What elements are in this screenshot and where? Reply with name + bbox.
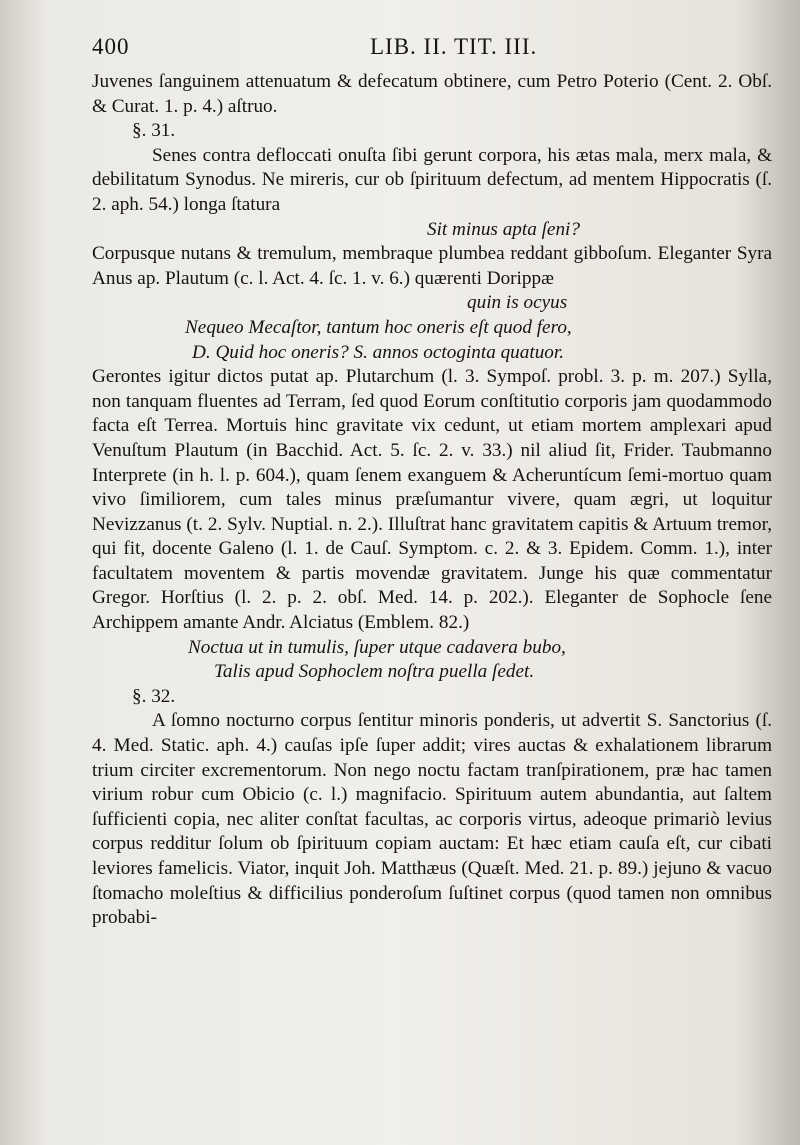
verse-quote: Noctua ut in tumulis, ſuper utque cadavera bubo, xyxy=(188,636,566,658)
verse-quote: Nequeo Mecaſtor, tantum hoc oneris eſt quod fero, xyxy=(185,316,572,338)
paragraph: Juvenes ſanguinem attenuatum & defecatum obtinere, cum Petro Poterio (Cent. 2. Obſ. & Curat. 1. p. 4.) aſtruo. xyxy=(92,71,772,117)
verse-quote: Talis apud Sophoclem noſtra puella ſedet. xyxy=(214,661,535,683)
section-heading-31: §. 31. xyxy=(132,120,176,142)
body-text xyxy=(92,70,772,931)
page-number: 400 xyxy=(92,34,130,59)
paragraph: A ſomno nocturno corpus ſentitur minoris ponderis, ut advertit S. Sanctorius (ſ. 4. Med. Static. aph. 4.) cauſas ipſe ſuper addit; vires auctas & exhalationem librarum trium circiter excrementorum. Non nego noctu factam tranſpirationem, præ hac tamen virium robur cum Obicio (c. l.) magnifacio. Spirituum autem abundantia, aut ſaltem ſufficienti copia, nec aliter conſtat facultas, ac corporis virtus, adeoque primariò levius corpus redditur ſolum ob ſpirituum copiam auctam: Et hæc etiam cauſa eſt, cur cibati leviores famelicis. Viator, inquit Joh. Matthæus (Quæſt. Med. 21. p. 89.) jejuno & vacuo ſtomacho moleſtius & difficilius ponderoſum ſuſtinet corpus (quod tamen non omnibus probabi- xyxy=(92,710,772,929)
verse-quote: Sit minus apta ſeni? xyxy=(427,218,580,240)
paragraph: Senes contra defloccati onuſta ſibi gerunt corpora, his ætas mala, merx mala, & debilitatum Synodus. Ne mireris, cur ob ſpirituum defectum, ad mentem Hippocratis (ſ. 2. aph. 54.) longa ſtatura xyxy=(92,144,772,215)
section-heading-32: §. 32. xyxy=(132,685,176,707)
page-header xyxy=(92,34,760,66)
paragraph: Gerontes igitur dictos putat ap. Plutarchum (l. 3. Sympoſ. probl. 3. p. m. 207.) Sylla, non tanquam fluentes ad Terram, ſed quod Eorum conſtitutio corporis jam quodammodo facta eſt Terrea. Mortuis hinc gravitate vix cedunt, ut etiam mortem amplexari apud Venuſtum Plautum (in Bacchid. Act. 5. ſc. 2. v. 33.) nil aliud ſit, Frider. Taubmanno Interprete (in h. l. p. 604.), quam ſenem exanguem & Acheruntícum ſemi-mortuo quam vivo ſimiliorem, cum tales minus præſumantur vivere, quam ægri, ut loquitur Nevizzanus (t. 2. Sylv. Nuptial. n. 2.). Illuſtrat hanc gravitatem capitis & Artuum tremor, qui fit, docente Galeno (l. 1. de Cauſ. Symptom. c. 2. & 3. Epidem. Comm. 1.), inter facultatem moventem & partis movendæ gravitatem. Junge his quæ commentatur Gregor. Horſtius (l. 2. p. 2. obſ. Med. 14. p. 202.). Eleganter de Sophocle ſene Archippem amante Andr. Alciatus (Emblem. 82.) xyxy=(92,366,772,634)
paragraph: Corpusque nutans & tremulum, membraque plumbea reddant gibboſum. Eleganter Syra Anus ap. Plautum (c. l. Act. 4. ſc. 1. v. 6.) quærenti Dorippæ xyxy=(92,243,772,289)
verse-quote: quin is ocyus xyxy=(467,292,568,314)
running-title: LIB. II. TIT. III. xyxy=(370,34,538,59)
verse-quote: D. Quid hoc oneris? S. annos octoginta quatuor. xyxy=(192,341,565,363)
